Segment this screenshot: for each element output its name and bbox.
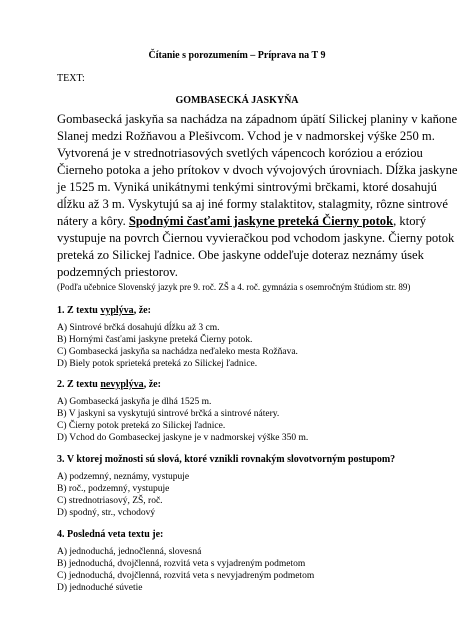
text-label: TEXT: [57,73,85,84]
answer-option: D) Biely potok sprieteká preteká zo Silickej ľadnice. [57,359,258,369]
paragraph-line [57,214,426,229]
paragraph-line: dĺžku až 3 m. Vyskytujú sa aj iné formy stalaktitov, stalagmity, rôzne sintrové [57,197,448,211]
answer-option: C) Čierny potok preteká zo Silickej ľadnice. [57,421,226,431]
paragraph-line: je 1525 m. Vyniká unikátnymi tenkými sintrovými brčkami, ktoré dosahujú [57,180,437,194]
paragraph-text: , ktorý [393,214,426,228]
paragraph-line: Vytvorená je v strednotriasových svetlých vápencoch koróziou a eróziou [57,146,423,160]
article-heading: GOMBASECKÁ JASKYŇA [175,95,299,106]
answer-option: B) Hornými časťami jaskyne preteká Čierny potok. [57,335,253,345]
answer-option: B) V jaskyni sa vyskytujú sintrové brčká a sintrové nátery. [57,409,280,419]
answer-option: B) roč., podzemný, vystupuje [57,484,170,494]
paragraph-line: Čierneho potoka a jeho prítokov v dvoch vývojových úrovniach. Dĺžka jaskyne [57,163,458,177]
paragraph-line: podzemných priestorov. [57,265,178,279]
question-1 [57,305,151,316]
source-citation: (Podľa učebnice Slovenský jazyk pre 9. roč. ZŠ a 4. roč. gymnázia s osemročným štúdiom str. 89) [57,282,411,292]
paragraph-text: nátery a kôry. [57,214,129,228]
answer-option: A) Sintrové brčká dosahujú dĺžku až 3 cm. [57,323,220,333]
answer-option: A) podzemný, neznámy, vystupuje [57,472,190,482]
paragraph-line: vystupuje na povrch Čiernou vyvieračkou pod vchodom jaskyne. Čierny potok [57,231,455,245]
answer-option: C) Gombasecká jaskyňa sa nachádza neďaleko mesta Rožňava. [57,347,298,357]
paragraph-line: Gombasecká jaskyňa sa nachádza na západnom úpätí Silickej planiny v kaňone [57,112,458,126]
question-text: , že: [133,305,151,316]
question-3: 3. V ktorej možnosti sú slová, ktoré vznikli rovnakým slovotvorným postupom? [57,454,396,465]
answer-option: B) jednoduchá, dvojčlenná, rozvitá veta s vyjadreným podmetom [57,559,306,569]
question-keyword: nevyplýva [100,379,144,390]
answer-option: D) jednoduché súvetie [57,583,143,593]
highlighted-sentence: Spodnými časťami jaskyne preteká Čierny potok [128,214,394,228]
question-keyword: vyplýva [100,305,134,316]
answer-option: A) jednoduchá, jednočlenná, slovesná [57,547,202,557]
paragraph-line: Slanej medzi Rožňavou a Plešivcom. Vchod je v nadmorskej výške 250 m. [57,129,435,143]
answer-option: C) jednoduchá, dvojčlenná, rozvitá veta s nevyjadreným podmetom [57,571,315,581]
question-4: 4. Posledná veta textu je: [57,529,164,540]
answer-option: D) spodný, str., vchodový [57,508,156,518]
answer-option: D) Vchod do Gombaseckej jaskyne je v nadmorskej výške 350 m. [57,433,309,443]
document-title: Čítanie s porozumením – Príprava na T 9 [148,50,326,61]
question-text: 2. Z textu [57,379,101,390]
paragraph-line: preteká zo Silickej ľadnice. Obe jaskyne oddeľuje doteraz neznámy úsek [57,248,424,262]
question-text: , že: [143,379,161,390]
question-text: 1. Z textu [57,305,101,316]
answer-option: C) strednotriasový, ZŠ, roč. [57,496,163,506]
answer-option: A) Gombasecká jaskyňa je dlhá 1525 m. [57,397,212,407]
question-2 [57,379,161,390]
